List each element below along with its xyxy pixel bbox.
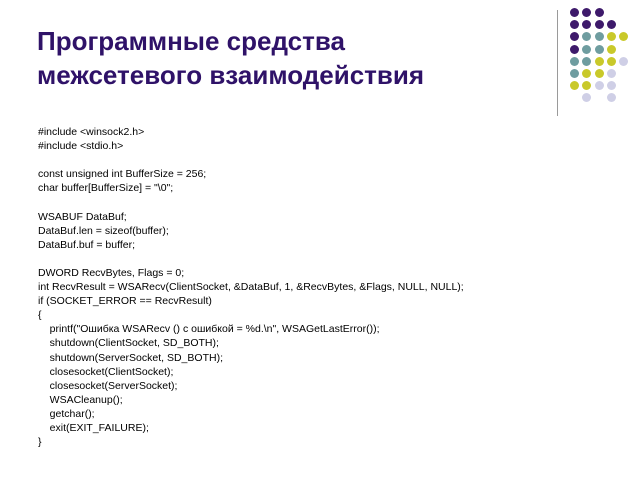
decorative-dot-grid bbox=[566, 8, 636, 108]
decorative-dot bbox=[570, 57, 579, 66]
decorative-dot bbox=[595, 57, 604, 66]
decorative-dot bbox=[570, 8, 579, 17]
code-line: WSACleanup(); bbox=[38, 393, 123, 406]
code-line: #include <stdio.h> bbox=[38, 140, 124, 153]
decorative-dot bbox=[595, 32, 604, 41]
decorative-dot bbox=[595, 45, 604, 54]
code-line: WSABUF DataBuf; bbox=[38, 210, 127, 223]
title-line-1: Программные средства bbox=[37, 26, 345, 56]
code-line: printf("Ошибка WSARecv () с ошибкой = %d.\n", WSAGetLastError()); bbox=[38, 323, 380, 336]
code-line: getchar(); bbox=[38, 407, 95, 420]
code-line: if (SOCKET_ERROR == RecvResult) bbox=[38, 295, 212, 308]
code-line: char buffer[BufferSize] = "\0"; bbox=[38, 182, 174, 195]
decorative-dot bbox=[595, 20, 604, 29]
decorative-dot bbox=[595, 69, 604, 78]
code-line: shutdown(ServerSocket, SD_BOTH); bbox=[38, 351, 223, 364]
decorative-dot bbox=[570, 20, 579, 29]
decorative-divider bbox=[557, 10, 558, 116]
decorative-dot bbox=[570, 81, 579, 90]
decorative-dot bbox=[582, 57, 591, 66]
decorative-dot bbox=[619, 32, 628, 41]
decorative-dot bbox=[607, 57, 616, 66]
decorative-dot bbox=[607, 69, 616, 78]
decorative-dot bbox=[582, 69, 591, 78]
code-line bbox=[38, 153, 628, 167]
decorative-dot bbox=[570, 45, 579, 54]
code-line: { bbox=[38, 309, 42, 322]
code-line bbox=[38, 195, 628, 209]
decorative-dot bbox=[570, 69, 579, 78]
code-line: #include <winsock2.h> bbox=[38, 126, 145, 138]
decorative-dot bbox=[570, 32, 579, 41]
code-line: } bbox=[38, 436, 42, 449]
decorative-dot bbox=[582, 32, 591, 41]
code-line: DWORD RecvBytes, Flags = 0; bbox=[38, 266, 185, 279]
decorative-dot bbox=[595, 8, 604, 17]
decorative-dot bbox=[582, 8, 591, 17]
code-line: exit(EXIT_FAILURE); bbox=[38, 421, 149, 434]
code-line: int RecvResult = WSARecv(ClientSocket, &DataBuf, 1, &RecvBytes, &Flags, NULL, NULL); bbox=[38, 281, 464, 294]
code-line: DataBuf.len = sizeof(buffer); bbox=[38, 224, 169, 237]
code-line: DataBuf.buf = buffer; bbox=[38, 238, 135, 251]
code-line: closesocket(ServerSocket); bbox=[38, 379, 178, 392]
decorative-dot bbox=[607, 20, 616, 29]
decorative-dot bbox=[607, 81, 616, 90]
code-listing bbox=[38, 125, 628, 449]
slide-title bbox=[37, 24, 537, 92]
title-line-2: межсетевого взаимодействия bbox=[37, 60, 425, 90]
decorative-dot bbox=[619, 57, 628, 66]
decorative-dot bbox=[582, 93, 591, 102]
code-line bbox=[38, 252, 628, 266]
code-line: shutdown(ClientSocket, SD_BOTH); bbox=[38, 337, 219, 350]
decorative-dot bbox=[607, 93, 616, 102]
code-line: const unsigned int BufferSize = 256; bbox=[38, 168, 207, 181]
decorative-dot bbox=[595, 81, 604, 90]
code-line: closesocket(ClientSocket); bbox=[38, 365, 174, 378]
decorative-dot bbox=[607, 45, 616, 54]
decorative-dot bbox=[607, 32, 616, 41]
decorative-dot bbox=[582, 81, 591, 90]
decorative-dot bbox=[582, 45, 591, 54]
decorative-dot bbox=[582, 20, 591, 29]
